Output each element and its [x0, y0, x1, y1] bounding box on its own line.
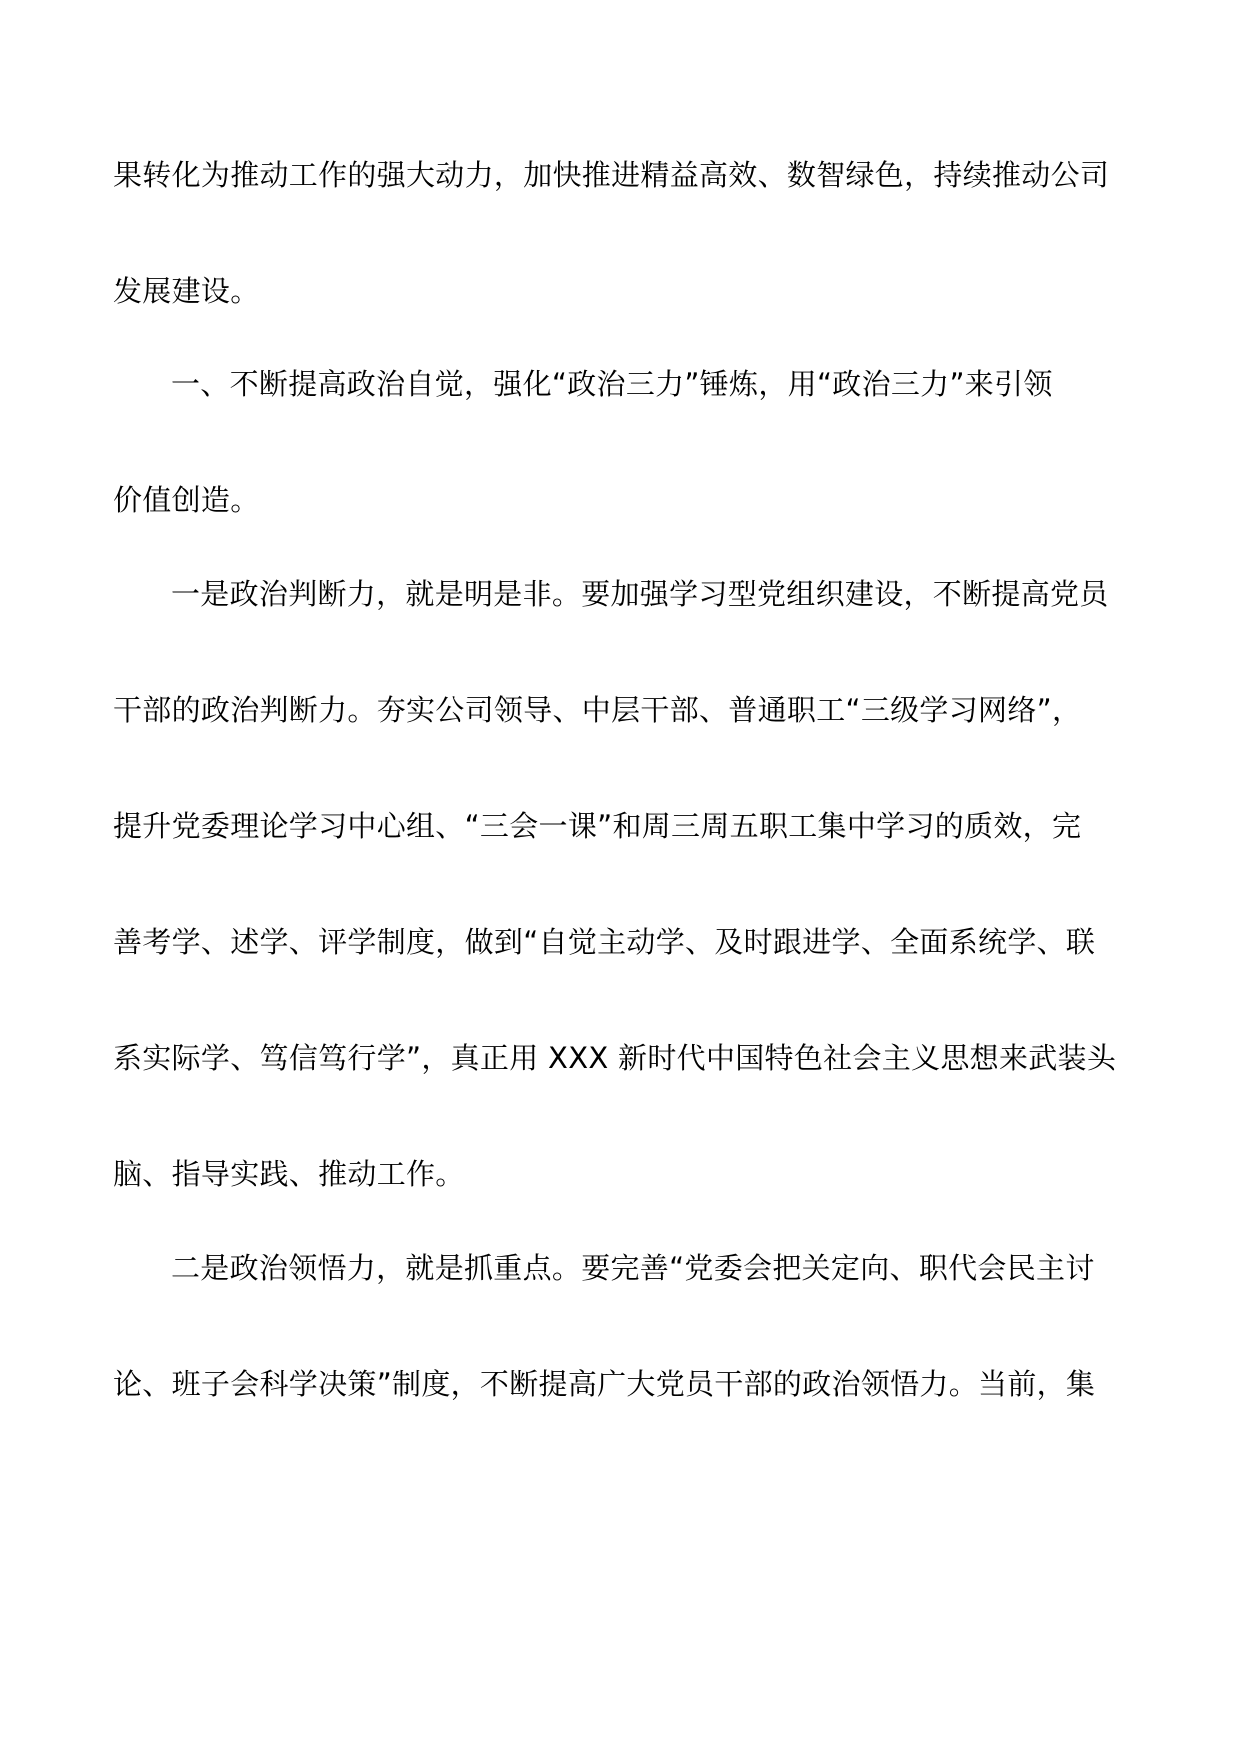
paragraph-2-line-2: 论、班子会科学决策”制度，不断提高广大党员干部的政治领悟力。当前，集 [113, 1367, 1096, 1401]
section-heading-1: 一、不断提高政治自觉，强化“政治三力”锤炼，用“政治三力”来引领 [171, 367, 1053, 401]
paragraph-1-line-2: 干部的政治判断力。夯实公司领导、中层干部、普通职工“三级学习网络”， [113, 693, 1082, 727]
paragraph-1-line-5: 系实际学、笃信笃行学”，真正用 XXX 新时代中国特色社会主义思想来武装头 [113, 1041, 1117, 1075]
paragraph-1-line-1: 一是政治判断力，就是明是非。要加强学习型党组织建设，不断提高党员 [171, 577, 1109, 611]
paragraph-2-line-1: 二是政治领悟力，就是抓重点。要完善“党委会把关定向、职代会民主讨 [171, 1251, 1095, 1285]
paragraph-1-line-4: 善考学、述学、评学制度，做到“自觉主动学、及时跟进学、全面系统学、联 [113, 925, 1096, 959]
paragraph-1-line-6: 脑、指导实践、推动工作。 [113, 1157, 465, 1191]
section-heading-1-continued: 价值创造。 [113, 483, 260, 517]
text-line-1: 果转化为推动工作的强大动力，加快推进精益高效、数智绿色，持续推动公司 [113, 158, 1110, 192]
text-line-2: 发展建设。 [113, 274, 260, 308]
paragraph-1-line-3: 提升党委理论学习中心组、“三会一课”和周三周五职工集中学习的质效，完 [113, 809, 1082, 843]
